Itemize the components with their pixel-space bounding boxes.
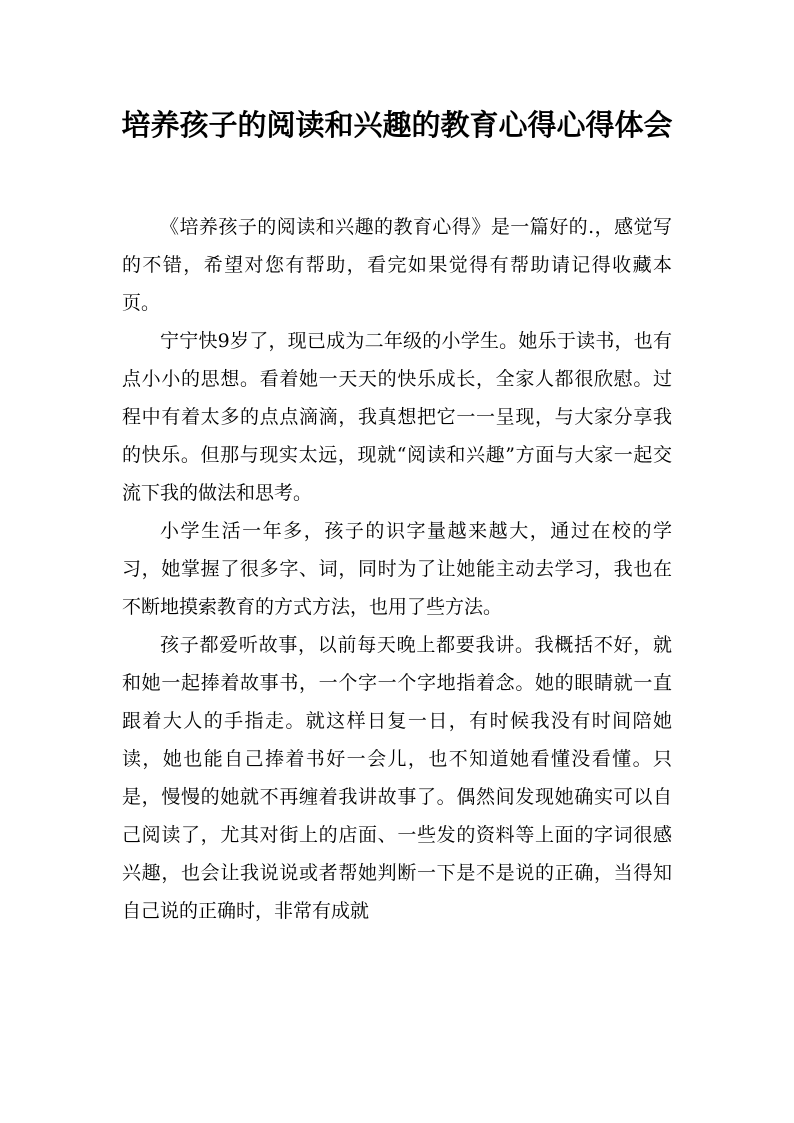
paragraph-2: 宁宁快9岁了，现已成为二年级的小学生。她乐于读书，也有点小小的思想。看着她一天天的快乐成长，全家人都很欣慰。过程中有着太多的点点滴滴，我真想把它一一呈现，与大家分享我的快乐。但那与现实太远，现就“阅读和兴趣”方面与大家一起交流下我的做法和思考。 [122,330,672,504]
document-title: 培养孩子的阅读和兴趣的教育心得心得体会 [121,108,673,142]
document-body [122,208,672,930]
paragraph-4: 孩子都爱听故事，以前每天晚上都要我讲。我概括不好，就和她一起捧着故事书，一个字一个字地指着念。她的眼睛就一直跟着大人的手指走。就这样日复一日，有时候我没有时间陪她读，她也能自己捧着书好一会儿，也不知道她看懂没看懂。只是，慢慢的她就不再缠着我讲故事了。偶然间发现她确实可以自己阅读了，尤其对街上的店面、一些发的资料等上面的字词很感兴趣，也会让我说说或者帮她判断一下是不是说的正确，当得知自己说的正确时，非常有成就 [122,634,672,922]
paragraph-3: 小学生活一年多，孩子的识字量越来越大，通过在校的学习，她掌握了很多字、词，同时为了让她能主动去学习，我也在不断地摸索教育的方式方法，也用了些方法。 [122,520,672,618]
paragraph-intro: 《培养孩子的阅读和兴趣的教育心得》是一篇好的.，感觉写的不错，希望对您有帮助，看完如果觉得有帮助请记得收藏本页。 [122,216,672,314]
